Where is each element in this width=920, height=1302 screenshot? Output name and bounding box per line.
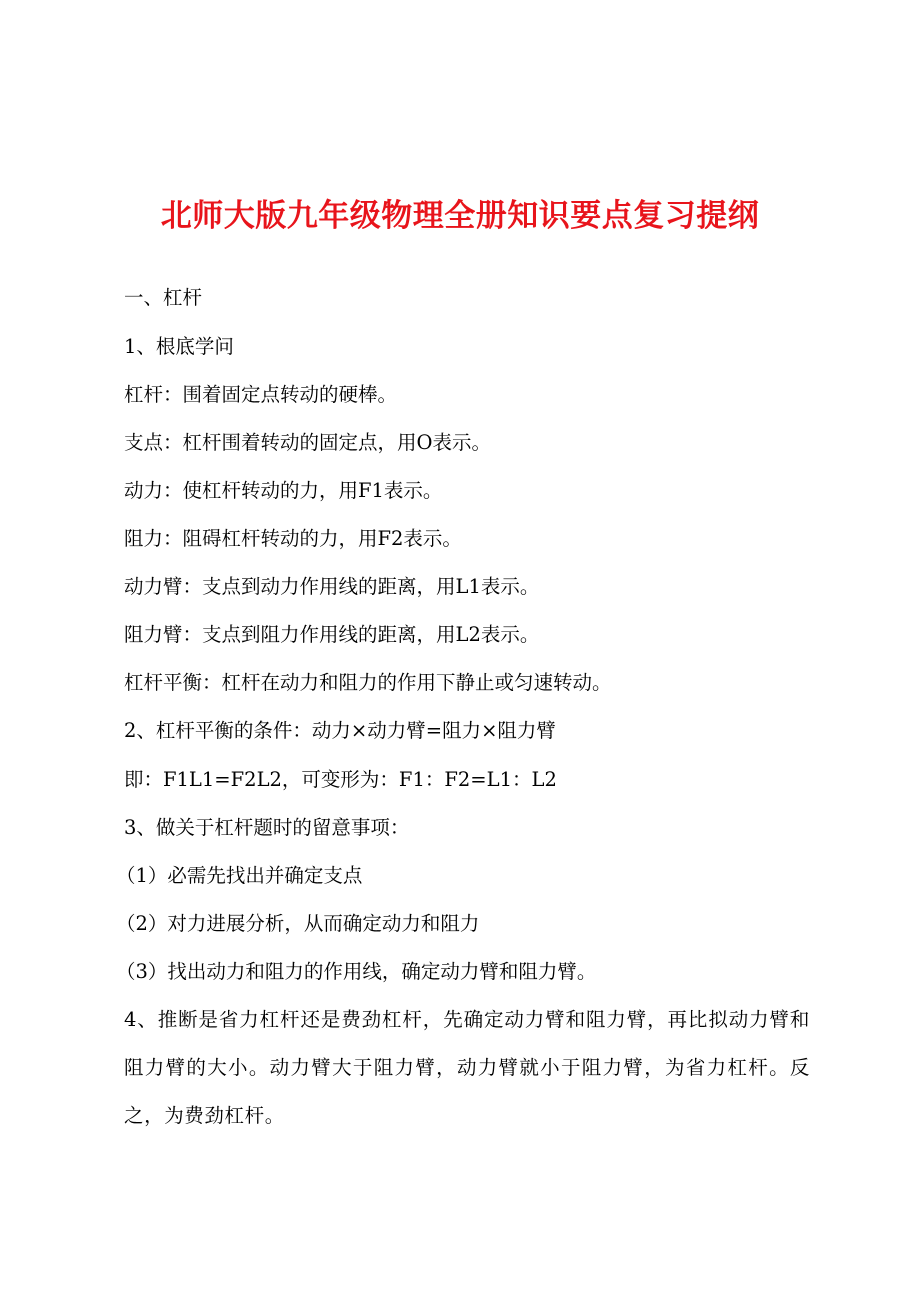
note-item-2: （2）对力进展分析，从而确定动力和阻力	[116, 912, 480, 935]
subsection-heading-3: 3、做关于杠杆题时的留意事项：	[124, 816, 410, 839]
definition-resistance-arm: 阻力臂：支点到阻力作用线的距离，用L2表示。	[124, 623, 540, 646]
subsection-paragraph-4: 4、推断是省力杠杆还是费劲杠杆，先确定动力臂和阻力臂，再比拟动力臂和阻力臂的大小。动力臂大于阻力臂，动力臂就小于阻力臂，为省力杠杆。反之，为费劲杠杆。	[124, 1008, 810, 1127]
definition-resistance: 阻力：阻碍杠杆转动的力，用F2表示。	[124, 527, 462, 550]
formula-line: 即：F1L1=F2L2，可变形为：F1：F2=L1：L2	[124, 768, 557, 791]
definition-effort-arm: 动力臂：支点到动力作用线的距离，用L1表示。	[124, 575, 540, 598]
section-heading: 一、杠杆	[124, 286, 203, 309]
page-title: 北师大版九年级物理全册知识要点复习提纲	[160, 198, 760, 234]
subsection-heading-1: 1、根底学问	[124, 335, 234, 358]
note-item-3: （3）找出动力和阻力的作用线，确定动力臂和阻力臂。	[116, 960, 597, 983]
definition-fulcrum: 支点：杠杆围着转动的固定点，用O表示。	[124, 431, 491, 454]
definition-effort: 动力：使杠杆转动的力，用F1表示。	[124, 479, 443, 502]
subsection-heading-2: 2、杠杆平衡的条件：动力×动力臂=阻力×阻力臂	[124, 719, 556, 742]
definition-equilibrium: 杠杆平衡：杠杆在动力和阻力的作用下静止或匀速转动。	[124, 671, 612, 694]
definition-lever: 杠杆：围着固定点转动的硬棒。	[124, 383, 398, 406]
note-item-1: （1）必需先找出并确定支点	[116, 864, 363, 887]
